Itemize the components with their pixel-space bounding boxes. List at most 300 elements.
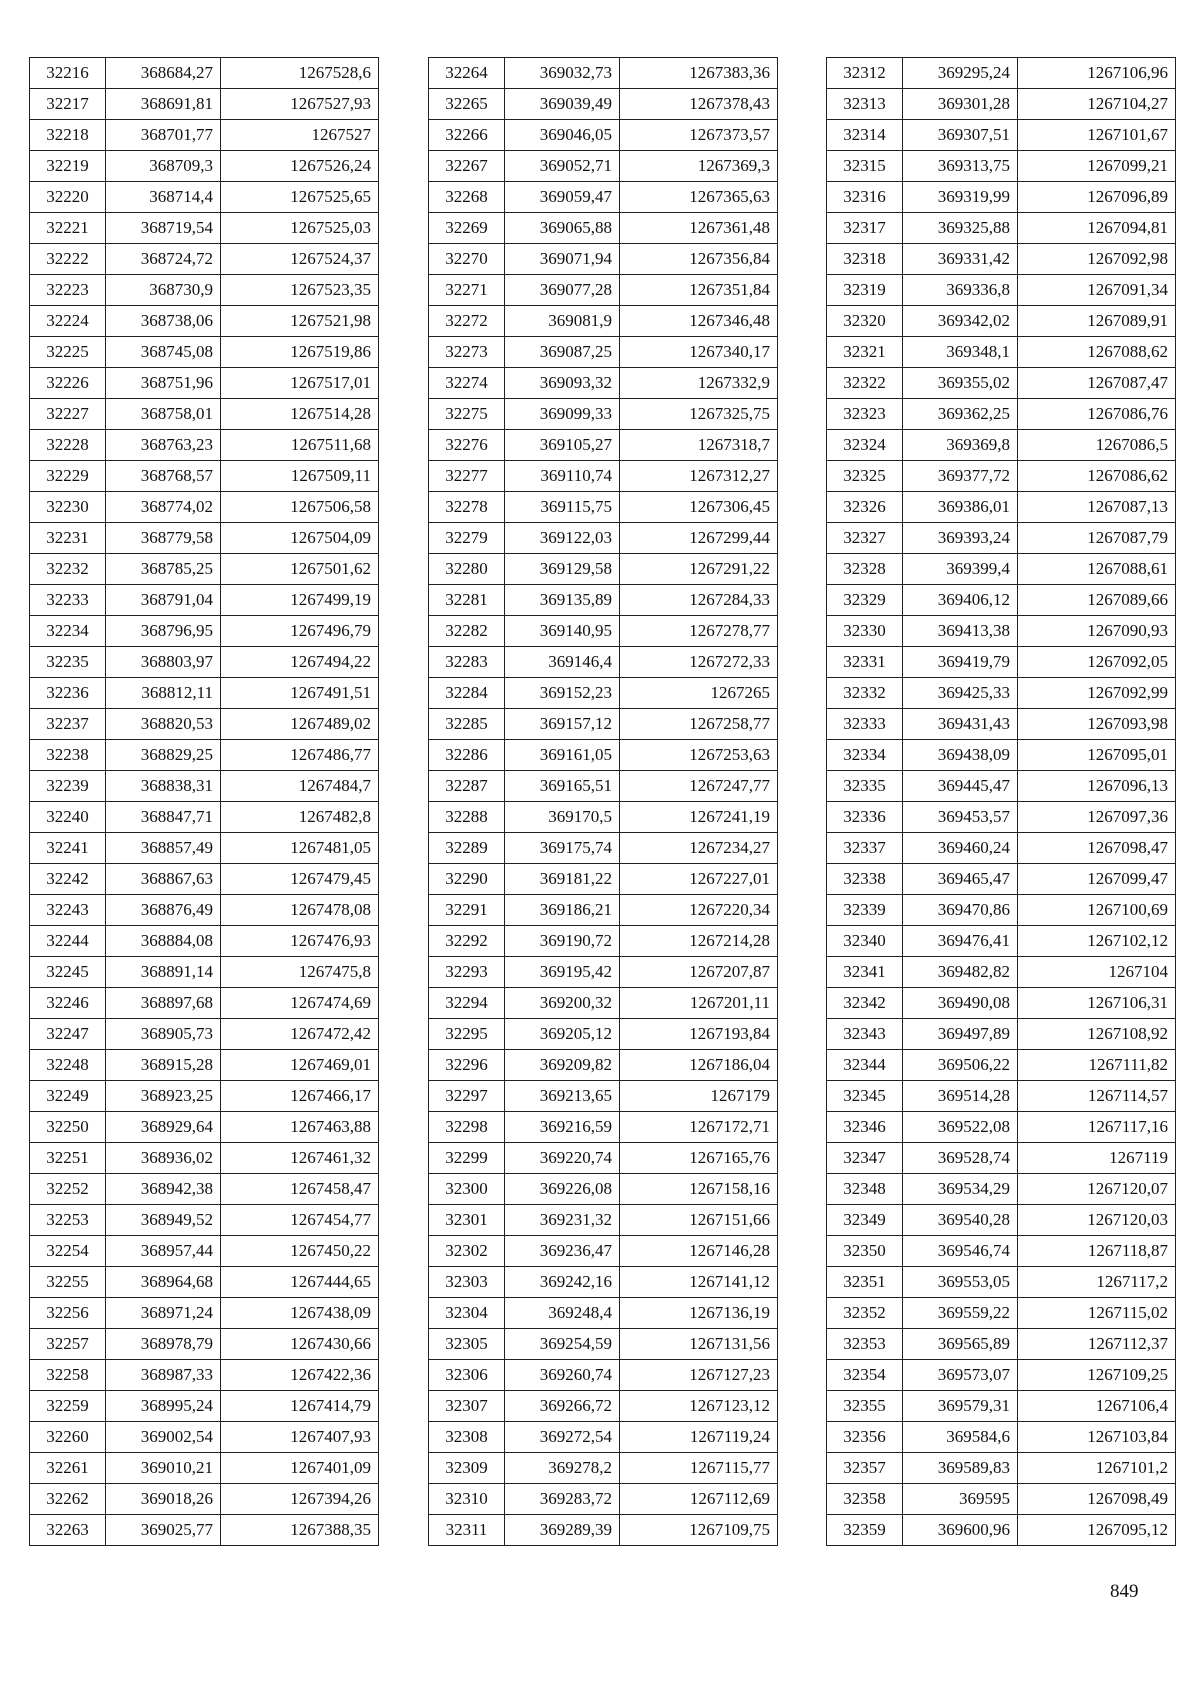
table-row (30, 430, 379, 461)
table-row (827, 864, 1176, 895)
x-coordinate-cell: 368915,28 (106, 1050, 221, 1081)
x-coordinate-cell: 369453,57 (903, 802, 1018, 833)
point-number-cell: 32337 (827, 833, 903, 864)
point-number-cell: 32273 (429, 337, 505, 368)
y-coordinate-cell: 1267096,89 (1018, 182, 1176, 213)
table-row (429, 647, 778, 678)
table-row (827, 1453, 1176, 1484)
y-coordinate-cell: 1267096,13 (1018, 771, 1176, 802)
x-coordinate-cell: 369105,27 (505, 430, 620, 461)
table-row (429, 802, 778, 833)
point-number-cell: 32349 (827, 1205, 903, 1236)
table-row (30, 1112, 379, 1143)
y-coordinate-cell: 1267388,35 (221, 1515, 379, 1546)
x-coordinate-cell: 368785,25 (106, 554, 221, 585)
y-coordinate-cell: 1267361,48 (620, 213, 778, 244)
x-coordinate-cell: 368738,06 (106, 306, 221, 337)
y-coordinate-cell: 1267527 (221, 120, 379, 151)
y-coordinate-cell: 1267220,34 (620, 895, 778, 926)
point-number-cell: 32333 (827, 709, 903, 740)
point-number-cell: 32332 (827, 678, 903, 709)
point-number-cell: 32237 (30, 709, 106, 740)
x-coordinate-cell: 369025,77 (106, 1515, 221, 1546)
table-row (429, 306, 778, 337)
x-coordinate-cell: 368964,68 (106, 1267, 221, 1298)
table-row (30, 120, 379, 151)
x-coordinate-cell: 368774,02 (106, 492, 221, 523)
x-coordinate-cell: 368796,95 (106, 616, 221, 647)
table-row (429, 213, 778, 244)
x-coordinate-cell: 368905,73 (106, 1019, 221, 1050)
point-number-cell: 32238 (30, 740, 106, 771)
table-row (30, 58, 379, 89)
coordinate-table-2 (428, 57, 778, 1546)
point-number-cell: 32225 (30, 337, 106, 368)
x-coordinate-cell: 369099,33 (505, 399, 620, 430)
x-coordinate-cell: 368957,44 (106, 1236, 221, 1267)
x-coordinate-cell: 368751,96 (106, 368, 221, 399)
table-row (30, 1236, 379, 1267)
x-coordinate-cell: 369093,32 (505, 368, 620, 399)
y-coordinate-cell: 1267482,8 (221, 802, 379, 833)
x-coordinate-cell: 369589,83 (903, 1453, 1018, 1484)
x-coordinate-cell: 369209,82 (505, 1050, 620, 1081)
y-coordinate-cell: 1267430,66 (221, 1329, 379, 1360)
table-row (827, 461, 1176, 492)
point-number-cell: 32317 (827, 213, 903, 244)
x-coordinate-cell: 369465,47 (903, 864, 1018, 895)
point-number-cell: 32281 (429, 585, 505, 616)
y-coordinate-cell: 1267109,75 (620, 1515, 778, 1546)
y-coordinate-cell: 1267086,76 (1018, 399, 1176, 430)
point-number-cell: 32218 (30, 120, 106, 151)
y-coordinate-cell: 1267099,21 (1018, 151, 1176, 182)
y-coordinate-cell: 1267278,77 (620, 616, 778, 647)
x-coordinate-cell: 369460,24 (903, 833, 1018, 864)
table-row (827, 1360, 1176, 1391)
table-row (827, 1298, 1176, 1329)
table-row (30, 616, 379, 647)
y-coordinate-cell: 1267523,35 (221, 275, 379, 306)
x-coordinate-cell: 369260,74 (505, 1360, 620, 1391)
point-number-cell: 32254 (30, 1236, 106, 1267)
y-coordinate-cell: 1267111,82 (1018, 1050, 1176, 1081)
point-number-cell: 32266 (429, 120, 505, 151)
point-number-cell: 32326 (827, 492, 903, 523)
table-row (30, 1174, 379, 1205)
table-row (30, 368, 379, 399)
table-row (30, 926, 379, 957)
x-coordinate-cell: 369573,07 (903, 1360, 1018, 1391)
point-number-cell: 32226 (30, 368, 106, 399)
point-number-cell: 32327 (827, 523, 903, 554)
x-coordinate-cell: 368779,58 (106, 523, 221, 554)
x-coordinate-cell: 368709,3 (106, 151, 221, 182)
table-row (30, 585, 379, 616)
x-coordinate-cell: 369278,2 (505, 1453, 620, 1484)
table-row (827, 1143, 1176, 1174)
y-coordinate-cell: 1267407,93 (221, 1422, 379, 1453)
table-row (30, 771, 379, 802)
point-number-cell: 32219 (30, 151, 106, 182)
table-row (30, 554, 379, 585)
y-coordinate-cell: 1267325,75 (620, 399, 778, 430)
x-coordinate-cell: 368891,14 (106, 957, 221, 988)
point-number-cell: 32322 (827, 368, 903, 399)
table-row (827, 399, 1176, 430)
x-coordinate-cell: 368768,57 (106, 461, 221, 492)
x-coordinate-cell: 368847,71 (106, 802, 221, 833)
x-coordinate-cell: 368987,33 (106, 1360, 221, 1391)
point-number-cell: 32275 (429, 399, 505, 430)
point-number-cell: 32249 (30, 1081, 106, 1112)
point-number-cell: 32223 (30, 275, 106, 306)
x-coordinate-cell: 369497,89 (903, 1019, 1018, 1050)
point-number-cell: 32351 (827, 1267, 903, 1298)
y-coordinate-cell: 1267101,67 (1018, 120, 1176, 151)
y-coordinate-cell: 1267087,13 (1018, 492, 1176, 523)
y-coordinate-cell: 1267524,37 (221, 244, 379, 275)
x-coordinate-cell: 369546,74 (903, 1236, 1018, 1267)
x-coordinate-cell: 369553,05 (903, 1267, 1018, 1298)
table-row (429, 399, 778, 430)
y-coordinate-cell: 1267521,98 (221, 306, 379, 337)
point-number-cell: 32282 (429, 616, 505, 647)
y-coordinate-cell: 1267214,28 (620, 926, 778, 957)
table-row (827, 523, 1176, 554)
point-number-cell: 32227 (30, 399, 106, 430)
point-number-cell: 32294 (429, 988, 505, 1019)
y-coordinate-cell: 1267098,47 (1018, 833, 1176, 864)
point-number-cell: 32305 (429, 1329, 505, 1360)
x-coordinate-cell: 369470,86 (903, 895, 1018, 926)
x-coordinate-cell: 369386,01 (903, 492, 1018, 523)
point-number-cell: 32357 (827, 1453, 903, 1484)
x-coordinate-cell: 369135,89 (505, 585, 620, 616)
x-coordinate-cell: 369152,23 (505, 678, 620, 709)
table-row (30, 1360, 379, 1391)
y-coordinate-cell: 1267306,45 (620, 492, 778, 523)
y-coordinate-cell: 1267104 (1018, 957, 1176, 988)
table-row (827, 89, 1176, 120)
point-number-cell: 32318 (827, 244, 903, 275)
y-coordinate-cell: 1267086,5 (1018, 430, 1176, 461)
y-coordinate-cell: 1267234,27 (620, 833, 778, 864)
x-coordinate-cell: 369490,08 (903, 988, 1018, 1019)
y-coordinate-cell: 1267112,37 (1018, 1329, 1176, 1360)
point-number-cell: 32277 (429, 461, 505, 492)
y-coordinate-cell: 1267272,33 (620, 647, 778, 678)
table-row (30, 1515, 379, 1546)
point-number-cell: 32274 (429, 368, 505, 399)
table-row (429, 430, 778, 461)
point-number-cell: 32324 (827, 430, 903, 461)
x-coordinate-cell: 368942,38 (106, 1174, 221, 1205)
y-coordinate-cell: 1267090,93 (1018, 616, 1176, 647)
table-row (827, 833, 1176, 864)
point-number-cell: 32320 (827, 306, 903, 337)
y-coordinate-cell: 1267103,84 (1018, 1422, 1176, 1453)
x-coordinate-cell: 369283,72 (505, 1484, 620, 1515)
point-number-cell: 32252 (30, 1174, 106, 1205)
point-number-cell: 32359 (827, 1515, 903, 1546)
point-number-cell: 32303 (429, 1267, 505, 1298)
y-coordinate-cell: 1267444,65 (221, 1267, 379, 1298)
point-number-cell: 32233 (30, 585, 106, 616)
table-row (827, 957, 1176, 988)
table-row (429, 1081, 778, 1112)
point-number-cell: 32230 (30, 492, 106, 523)
table-row (827, 647, 1176, 678)
y-coordinate-cell: 1267438,09 (221, 1298, 379, 1329)
y-coordinate-cell: 1267247,77 (620, 771, 778, 802)
table-row (30, 213, 379, 244)
y-coordinate-cell: 1267504,09 (221, 523, 379, 554)
y-coordinate-cell: 1267472,42 (221, 1019, 379, 1050)
point-number-cell: 32234 (30, 616, 106, 647)
table-row (429, 1174, 778, 1205)
y-coordinate-cell: 1267378,43 (620, 89, 778, 120)
table-row (827, 771, 1176, 802)
point-number-cell: 32299 (429, 1143, 505, 1174)
x-coordinate-cell: 369186,21 (505, 895, 620, 926)
y-coordinate-cell: 1267265 (620, 678, 778, 709)
x-coordinate-cell: 368838,31 (106, 771, 221, 802)
table-row (30, 1391, 379, 1422)
y-coordinate-cell: 1267476,93 (221, 926, 379, 957)
point-number-cell: 32278 (429, 492, 505, 523)
y-coordinate-cell: 1267101,2 (1018, 1453, 1176, 1484)
table-row (30, 678, 379, 709)
table-row (827, 1391, 1176, 1422)
x-coordinate-cell: 369445,47 (903, 771, 1018, 802)
table-row (30, 182, 379, 213)
x-coordinate-cell: 368936,02 (106, 1143, 221, 1174)
y-coordinate-cell: 1267114,57 (1018, 1081, 1176, 1112)
table-row (429, 1484, 778, 1515)
y-coordinate-cell: 1267486,77 (221, 740, 379, 771)
y-coordinate-cell: 1267351,84 (620, 275, 778, 306)
point-number-cell: 32245 (30, 957, 106, 988)
point-number-cell: 32260 (30, 1422, 106, 1453)
y-coordinate-cell: 1267346,48 (620, 306, 778, 337)
x-coordinate-cell: 369362,25 (903, 399, 1018, 430)
x-coordinate-cell: 369325,88 (903, 213, 1018, 244)
point-number-cell: 32287 (429, 771, 505, 802)
table-row (429, 678, 778, 709)
table-row (827, 430, 1176, 461)
x-coordinate-cell: 368684,27 (106, 58, 221, 89)
x-coordinate-cell: 369295,24 (903, 58, 1018, 89)
y-coordinate-cell: 1267193,84 (620, 1019, 778, 1050)
y-coordinate-cell: 1267112,69 (620, 1484, 778, 1515)
table-row (429, 1422, 778, 1453)
x-coordinate-cell: 369039,49 (505, 89, 620, 120)
y-coordinate-cell: 1267119,24 (620, 1422, 778, 1453)
table-row (827, 740, 1176, 771)
table-row (429, 1050, 778, 1081)
y-coordinate-cell: 1267093,98 (1018, 709, 1176, 740)
table-row (827, 709, 1176, 740)
y-coordinate-cell: 1267089,91 (1018, 306, 1176, 337)
point-number-cell: 32265 (429, 89, 505, 120)
table-row (827, 182, 1176, 213)
x-coordinate-cell: 369313,75 (903, 151, 1018, 182)
y-coordinate-cell: 1267461,32 (221, 1143, 379, 1174)
y-coordinate-cell: 1267092,98 (1018, 244, 1176, 275)
y-coordinate-cell: 1267526,24 (221, 151, 379, 182)
x-coordinate-cell: 369165,51 (505, 771, 620, 802)
table-row (429, 864, 778, 895)
y-coordinate-cell: 1267253,63 (620, 740, 778, 771)
table-row (429, 461, 778, 492)
table-row (30, 1019, 379, 1050)
y-coordinate-cell: 1267136,19 (620, 1298, 778, 1329)
y-coordinate-cell: 1267179 (620, 1081, 778, 1112)
table-row (429, 337, 778, 368)
point-number-cell: 32341 (827, 957, 903, 988)
point-number-cell: 32348 (827, 1174, 903, 1205)
table-row (429, 709, 778, 740)
y-coordinate-cell: 1267299,44 (620, 523, 778, 554)
y-coordinate-cell: 1267340,17 (620, 337, 778, 368)
x-coordinate-cell: 369331,42 (903, 244, 1018, 275)
x-coordinate-cell: 368857,49 (106, 833, 221, 864)
point-number-cell: 32321 (827, 337, 903, 368)
x-coordinate-cell: 369175,74 (505, 833, 620, 864)
y-coordinate-cell: 1267514,28 (221, 399, 379, 430)
x-coordinate-cell: 369431,43 (903, 709, 1018, 740)
table-row (827, 244, 1176, 275)
y-coordinate-cell: 1267501,62 (221, 554, 379, 585)
x-coordinate-cell: 369419,79 (903, 647, 1018, 678)
y-coordinate-cell: 1267088,61 (1018, 554, 1176, 585)
y-coordinate-cell: 1267146,28 (620, 1236, 778, 1267)
point-number-cell: 32301 (429, 1205, 505, 1236)
point-number-cell: 32315 (827, 151, 903, 182)
x-coordinate-cell: 368730,9 (106, 275, 221, 306)
point-number-cell: 32239 (30, 771, 106, 802)
point-number-cell: 32220 (30, 182, 106, 213)
y-coordinate-cell: 1267506,58 (221, 492, 379, 523)
y-coordinate-cell: 1267450,22 (221, 1236, 379, 1267)
table-row (827, 120, 1176, 151)
table-row (827, 368, 1176, 399)
x-coordinate-cell: 369195,42 (505, 957, 620, 988)
y-coordinate-cell: 1267102,12 (1018, 926, 1176, 957)
y-coordinate-cell: 1267511,68 (221, 430, 379, 461)
table-row (30, 1050, 379, 1081)
x-coordinate-cell: 369369,8 (903, 430, 1018, 461)
point-number-cell: 32336 (827, 802, 903, 833)
x-coordinate-cell: 369032,73 (505, 58, 620, 89)
table-row (30, 802, 379, 833)
point-number-cell: 32304 (429, 1298, 505, 1329)
point-number-cell: 32329 (827, 585, 903, 616)
point-number-cell: 32350 (827, 1236, 903, 1267)
x-coordinate-cell: 368724,72 (106, 244, 221, 275)
point-number-cell: 32313 (827, 89, 903, 120)
x-coordinate-cell: 369482,82 (903, 957, 1018, 988)
table-row (827, 616, 1176, 647)
point-number-cell: 32358 (827, 1484, 903, 1515)
y-coordinate-cell: 1267356,84 (620, 244, 778, 275)
point-number-cell: 32221 (30, 213, 106, 244)
y-coordinate-cell: 1267519,86 (221, 337, 379, 368)
point-number-cell: 32330 (827, 616, 903, 647)
point-number-cell: 32292 (429, 926, 505, 957)
table-row (429, 58, 778, 89)
x-coordinate-cell: 369157,12 (505, 709, 620, 740)
table-row (827, 802, 1176, 833)
x-coordinate-cell: 368867,63 (106, 864, 221, 895)
x-coordinate-cell: 368876,49 (106, 895, 221, 926)
table-row (429, 585, 778, 616)
x-coordinate-cell: 369348,1 (903, 337, 1018, 368)
table-row (827, 151, 1176, 182)
x-coordinate-cell: 369476,41 (903, 926, 1018, 957)
table-row (429, 895, 778, 926)
x-coordinate-cell: 369002,54 (106, 1422, 221, 1453)
y-coordinate-cell: 1267095,12 (1018, 1515, 1176, 1546)
y-coordinate-cell: 1267469,01 (221, 1050, 379, 1081)
table-row (827, 554, 1176, 585)
x-coordinate-cell: 368949,52 (106, 1205, 221, 1236)
table-row (30, 647, 379, 678)
x-coordinate-cell: 369584,6 (903, 1422, 1018, 1453)
x-coordinate-cell: 369077,28 (505, 275, 620, 306)
table-row (827, 306, 1176, 337)
table-row (827, 895, 1176, 926)
table-row (429, 1205, 778, 1236)
table-row (429, 244, 778, 275)
y-coordinate-cell: 1267086,62 (1018, 461, 1176, 492)
y-coordinate-cell: 1267165,76 (620, 1143, 778, 1174)
y-coordinate-cell: 1267528,6 (221, 58, 379, 89)
table-row (827, 1484, 1176, 1515)
x-coordinate-cell: 369205,12 (505, 1019, 620, 1050)
y-coordinate-cell: 1267474,69 (221, 988, 379, 1019)
x-coordinate-cell: 368995,24 (106, 1391, 221, 1422)
point-number-cell: 32268 (429, 182, 505, 213)
y-coordinate-cell: 1267258,77 (620, 709, 778, 740)
point-number-cell: 32340 (827, 926, 903, 957)
x-coordinate-cell: 368829,25 (106, 740, 221, 771)
y-coordinate-cell: 1267454,77 (221, 1205, 379, 1236)
x-coordinate-cell: 368978,79 (106, 1329, 221, 1360)
y-coordinate-cell: 1267098,49 (1018, 1484, 1176, 1515)
x-coordinate-cell: 369071,94 (505, 244, 620, 275)
y-coordinate-cell: 1267227,01 (620, 864, 778, 895)
point-number-cell: 32262 (30, 1484, 106, 1515)
point-number-cell: 32323 (827, 399, 903, 430)
x-coordinate-cell: 368701,77 (106, 120, 221, 151)
point-number-cell: 32295 (429, 1019, 505, 1050)
x-coordinate-cell: 369010,21 (106, 1453, 221, 1484)
x-coordinate-cell: 369220,74 (505, 1143, 620, 1174)
point-number-cell: 32232 (30, 554, 106, 585)
table-row (30, 1267, 379, 1298)
table-row (429, 1360, 778, 1391)
x-coordinate-cell: 368820,53 (106, 709, 221, 740)
y-coordinate-cell: 1267479,45 (221, 864, 379, 895)
point-number-cell: 32257 (30, 1329, 106, 1360)
point-number-cell: 32272 (429, 306, 505, 337)
point-number-cell: 32310 (429, 1484, 505, 1515)
table-row (827, 1081, 1176, 1112)
x-coordinate-cell: 368763,23 (106, 430, 221, 461)
page-number: 849 (1110, 1581, 1139, 1602)
